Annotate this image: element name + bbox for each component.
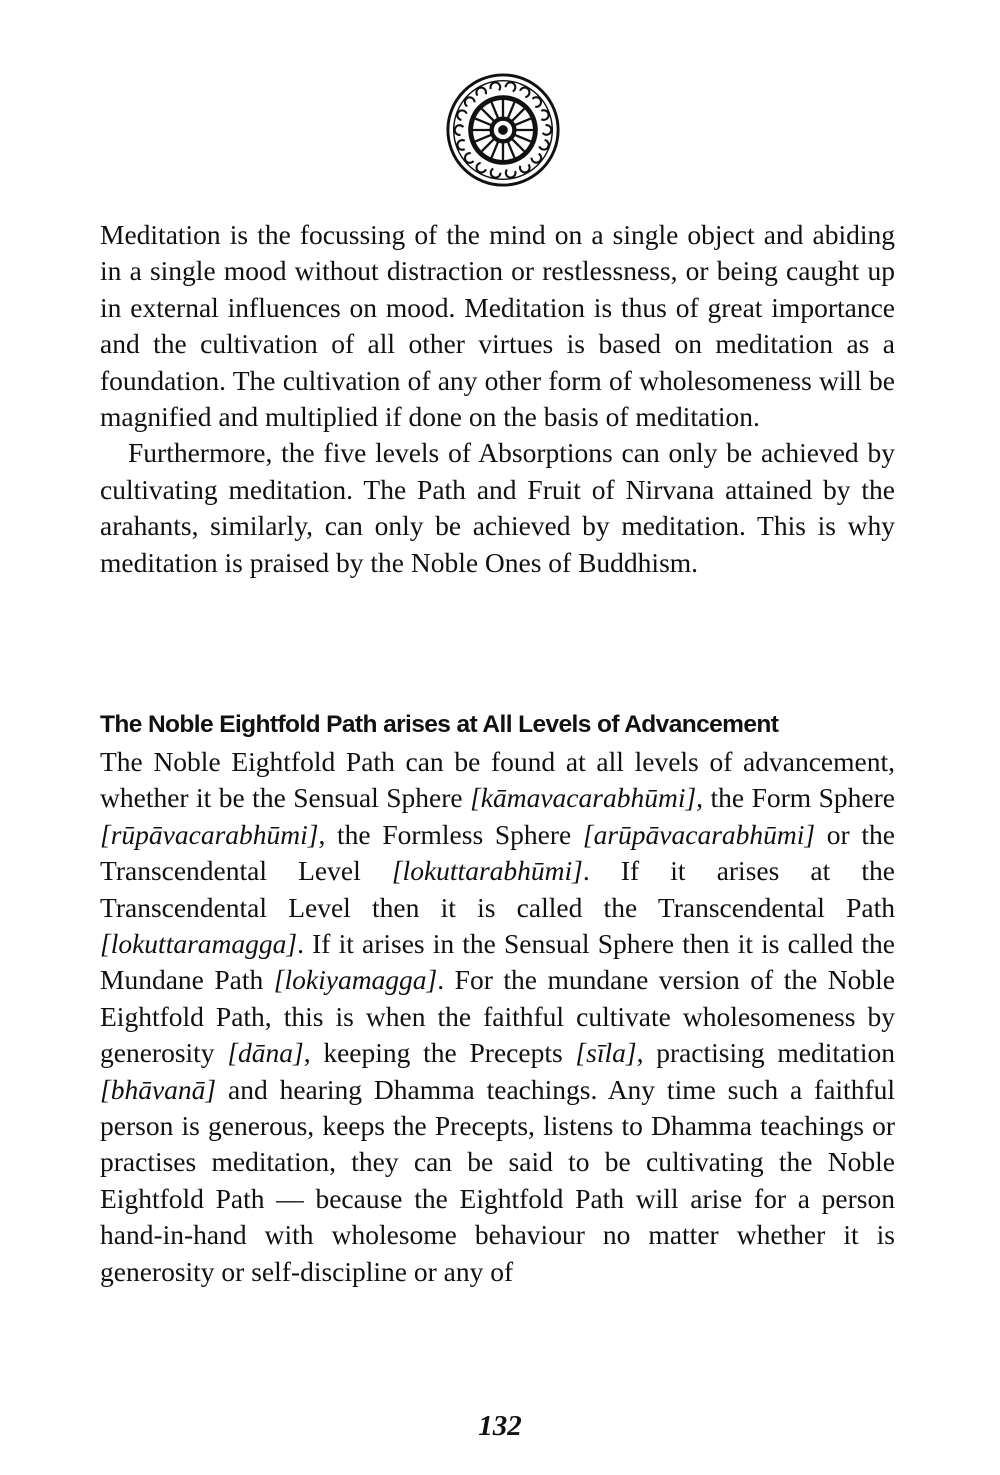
pali-term: [sīla] (575, 1037, 637, 1069)
pali-term: [dāna] (227, 1037, 304, 1069)
text-run: , the Formless Sphere (318, 818, 583, 850)
text-run: The Noble Eightfold Path can be found at all levels of advancement, whether it be the Sensual Sphere (100, 746, 895, 814)
text-run: and hearing Dhamma teachings. Any time such a faithful person is generous, keeps the Precepts, listens to Dhamma teachings or practises meditation, they can be said to be cultivating the Noble Eightfold Path — because the Eightfold Path will arise for a person hand-in-hand with wholesome behaviour no matter whether it is generosity or self-discipline or any of (100, 1073, 895, 1287)
pali-term: [kāmavacarabhūmi] (470, 782, 697, 814)
text-run: or the Transcendental Level (100, 818, 895, 887)
text-run: , the Form Sphere (696, 782, 895, 814)
text-run: . If it arises in the Sensual Sphere then it is called the Mundane Path (100, 928, 895, 996)
pali-term: [bhāvanā] (100, 1073, 217, 1105)
opening-text (100, 217, 895, 581)
paragraph-absorptions: Furthermore, the five levels of Absorptions can only be achieved by cultivating meditation. The Path and Fruit of Nirvana attained by the arahants, similarly, can only be achieved by meditation. This is why meditation is praised by the Noble Ones of Buddhism. (100, 437, 895, 578)
text-run: , keeping the Precepts (303, 1037, 576, 1069)
pali-term: [lokiyamagga] (273, 964, 438, 996)
text-run: . If it arises at the Transcendental Level then it is called the Transcendental Path (100, 855, 895, 923)
dharma-wheel-icon (445, 72, 561, 188)
page-number: 132 (478, 1410, 522, 1442)
pali-term: [lokuttarabhūmi] (391, 855, 583, 887)
pali-term: [lokuttaramagga] (100, 928, 298, 960)
section-heading: The Noble Eightfold Path arises at All Levels of Advancement (100, 711, 779, 738)
pali-term: [arūpāvacarabhūmi] (582, 818, 816, 850)
text-run: , practising meditation (636, 1037, 895, 1069)
section-text (100, 744, 895, 1290)
paragraph-eightfold-path (100, 744, 895, 1290)
paragraph-meditation: Meditation is the focussing of the mind on a single object and abiding in a single mood without distraction or restlessness, or being caught up in external influences on mood. Meditation is thus of great importance and the cultivation of all other virtues is based on meditation as a foundation. The cultivation of any other form of wholesomeness will be magnified and multiplied if done on the basis of meditation. (100, 219, 895, 433)
pali-term: [rūpāvacarabhūmi] (100, 818, 319, 850)
text-run: . For the mundane version of the Noble Eightfold Path, this is when the faithful cultivate wholesomeness by generosity (100, 964, 896, 1069)
